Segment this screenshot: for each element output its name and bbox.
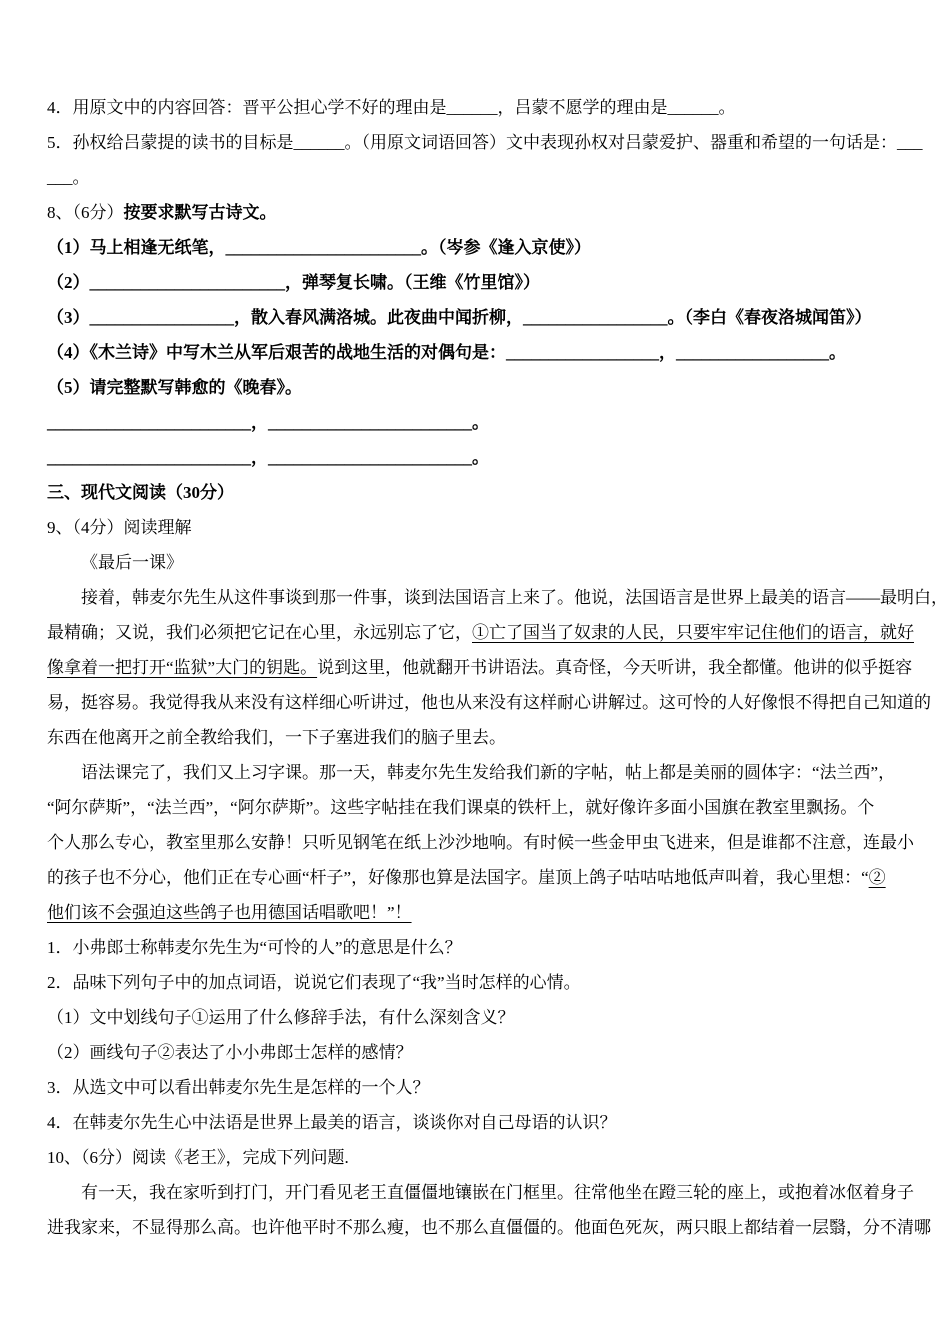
q8-item-2 — [47, 265, 905, 300]
q8-answer-blank-row-2 — [47, 440, 905, 475]
passage-line — [47, 895, 905, 930]
text-run: （2）_______________________，弹琴复长啸。（王维《竹里馆》） — [47, 273, 540, 292]
text-run: 4．在韩麦尔先生心中法语是世界上最美的语言，谈谈你对自己母语的认识？ — [47, 1113, 617, 1132]
passage-line — [47, 580, 948, 615]
passage-title — [47, 545, 905, 580]
text-run: 8、（6分） — [47, 203, 124, 222]
passage-line — [47, 1210, 931, 1245]
text-run: 语法课完了，我们又上习字课。那一天，韩麦尔先生发给我们新的字帖，帖上都是美丽的圆体字：“法兰西”， — [81, 763, 896, 782]
text-run: 易，挺容易。我觉得我从来没有这样细心听讲过，他也从来没有这样耐心讲解过。这可怜的人好像恨不得把自己知道的 — [47, 693, 931, 712]
section-3-header — [47, 475, 905, 510]
underlined-text: 像拿着一把打开“监狱”大门的钥匙。 — [47, 658, 318, 677]
q8-answer-blank-row-1 — [47, 405, 905, 440]
text-run: ________________________，________________________。 — [47, 413, 489, 432]
q9-sub-1 — [47, 930, 905, 965]
document-body — [47, 90, 948, 1245]
question-8-header — [47, 195, 905, 230]
q8-item-3 — [47, 300, 905, 335]
underlined-text: 他们该不会强迫这些鸽子也用德国话唱歌吧！”！ — [47, 903, 412, 922]
q9-sub-2 — [47, 965, 905, 1000]
question-4 — [47, 90, 905, 125]
text-run: 说到这里，他就翻开书讲语法。真奇怪，今天听讲，我全都懂。他讲的似乎挺容 — [317, 658, 913, 677]
q9-sub-2-1 — [47, 1000, 905, 1035]
text-run: 最精确；又说，我们必须把它记在心里，永远别忘了它， — [47, 623, 472, 642]
text-run: 接着，韩麦尔先生从这件事谈到那一件事，谈到法国语言上来了。他说，法国语言是世界上最美的语言——最明白， — [81, 588, 948, 607]
passage-line — [47, 755, 905, 790]
passage-line — [47, 650, 913, 685]
passage-line — [47, 860, 905, 895]
passage-line — [47, 1175, 914, 1210]
q9-sub-2-2 — [47, 1035, 905, 1070]
question-5 — [47, 125, 923, 160]
text-run: ___。 — [47, 168, 90, 187]
text-run: 《最后一课》 — [81, 553, 183, 572]
text-run: （2）画线句子②表达了小小弗郎士怎样的感情？ — [47, 1043, 413, 1062]
text-run: 5．孙权给吕蒙提的读书的目标是______。（用原文词语回答）文中表现孙权对吕蒙爱护、器重和希望的一句话是：___ — [47, 133, 923, 152]
text-run: 4．用原文中的内容回答：晋平公担心学不好的理由是______，吕蒙不愿学的理由是______。 — [47, 98, 736, 117]
text-run: （4）《木兰诗》中写木兰从军后艰苦的战地生活的对偶句是：__________________，__________________。 — [47, 343, 846, 362]
text-run: 的孩子也不分心，他们正在专心画“杆子”，好像那也算是法国字。崖顶上鸽子咕咕咕地低声叫着，我心里想：“ — [47, 868, 869, 887]
text-run: （5）请完整默写韩愈的《晚春》。 — [47, 378, 302, 397]
q8-item-4 — [47, 335, 905, 370]
text-run: （1）文中划线句子①运用了什么修辞手法，有什么深刻含义？ — [47, 1008, 515, 1027]
text-run: 三、现代文阅读（30分） — [47, 483, 234, 502]
text-run: 按要求默写古诗文。 — [123, 203, 277, 222]
passage-line — [47, 720, 905, 755]
q8-item-5 — [47, 370, 905, 405]
text-run: 10、（6分）阅读《老王》，完成下列问题. — [47, 1148, 349, 1167]
text-run: 东西在他离开之前全教给我们，一下子塞进我们的脑子里去。 — [47, 728, 506, 747]
text-run: 2．品味下列句子中的加点词语，说说它们表现了“我”当时怎样的心情。 — [47, 973, 581, 992]
text-run: 3．从选文中可以看出韩麦尔先生是怎样的一个人？ — [47, 1078, 430, 1097]
question-10-header — [47, 1140, 905, 1175]
q8-item-1 — [47, 230, 905, 265]
text-run: 9、（4分）阅读理解 — [47, 518, 192, 537]
q9-sub-4 — [47, 1105, 905, 1140]
passage-line — [47, 825, 914, 860]
q9-sub-3 — [47, 1070, 905, 1105]
text-run: ________________________，________________________。 — [47, 448, 489, 467]
underlined-text: ①亡了国当了奴隶的人民，只要牢牢记住他们的语言，就好 — [472, 623, 914, 642]
text-run: 进我家来，不显得那么高。也许他平时不那么瘦，也不那么直僵僵的。他面色死灰，两只眼上都结着一层翳，分不清哪 — [47, 1218, 931, 1237]
text-run: “阿尔萨斯”，“法兰西”，“阿尔萨斯”。这些字帖挂在我们课桌的铁杆上，就好像许多面小国旗在教室里飘扬。个 — [47, 798, 875, 817]
text-run: 1．小弗郎士称韩麦尔先生为“可怜的人”的意思是什么？ — [47, 938, 462, 957]
text-run: （1）马上相逢无纸笔，_______________________。（岑参《逢入京使》） — [47, 238, 591, 257]
passage-line — [47, 685, 931, 720]
text-run: 有一天，我在家听到打门，开门看见老王直僵僵地镶嵌在门框里。往常他坐在蹬三轮的座上，或抱着冰伛着身子 — [81, 1183, 914, 1202]
text-run: 个人那么专心，教室里那么安静！只听见钢笔在纸上沙沙地响。有时候一些金甲虫飞进来，但是谁都不注意，连最小 — [47, 833, 914, 852]
underlined-text: ② — [868, 868, 886, 887]
passage-line — [47, 790, 905, 825]
question-9-header — [47, 510, 905, 545]
passage-line — [47, 615, 914, 650]
text-run: （3）_________________，散入春风满洛城。此夜曲中闻折柳，_________________。（李白《春夜洛城闻笛》） — [47, 308, 872, 327]
question-5-continuation — [47, 160, 905, 195]
